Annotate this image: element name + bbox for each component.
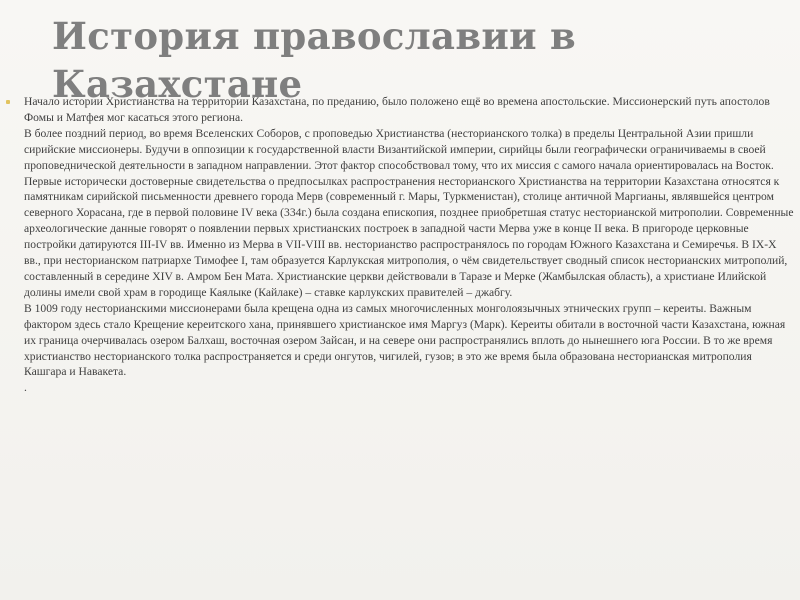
- slide-title: История православии в Казахстане: [52, 14, 577, 106]
- paragraph: Начало истории Христианства на территории Казахстана, по преданию, было положено ещё во времена апостольские. Миссионерский путь апостолов Фомы и Матфея мог касаться этого региона.: [24, 95, 770, 124]
- paragraph: В 1009 году несторианскими миссионерами была крещена одна из самых многочисленных монголоязычных этнических групп – кереиты. Важным фактором здесь стало Крещение кереитского хана, принявшего христианское имя Маргуз (Марк). Кереиты обитали в восточной части Казахстана, южная их граница очерчивалась озером Балхаш, восточная озером Зайсан, и на севере они распространялись вплоть до нынешнего юга России. В то же время христианство несторианского толка распространяется и среди онгутов, чигилей, гузов; в это же время была образована несторианская митрополия Кашгара и Навакета.: [24, 301, 786, 379]
- paragraph: В более поздний период, во время Вселенских Соборов, с проповедью Христианства (несторианского толка) в пределы Центральной Азии пришли сирийские миссионеры. Будучи в оппозиции к государственной власти Византийской империи, сирийцы были географически ограничиваемы в своей проповеднической деятельности в западном направлении. Этот фактор способствовал тому, что их миссия с самого начала ориентировалась на Восток.: [24, 126, 774, 172]
- bullet-marker: [6, 100, 10, 104]
- slide-body: [24, 94, 796, 396]
- paragraph: .: [24, 381, 27, 395]
- paragraph: Первые исторически достоверные свидетельства о предпосылках распространения несторианского Христианства на территории Казахстана относятся к памятникам сирийской письменности древнего города Мерв (современный г. Мары, Туркменистан), столице античной Маргианы, являвшейся центром северного Хорасана, где в первой половине IV века (334г.) была создана епископия, позднее приобретшая статус несторианской митрополии. Современные археологические данные говорят о появлении первых христианских построек в западной части Мерва уже в конце II века. В пригороде церковные постройки датируются III-IV вв. Именно из Мерва в VII-VIII вв. несторианство распространялось по городам Южного Казахстана и Семиречья. В IX-X вв., при несторианском патриархе Тимофее I, там образуется Карлукская митрополия, о чём свидетельствует сводный список несторианских митрополий, составленный в середине XIV в. Амром Бен Мата. Христианские церкви действовали в Таразе и Мерке (Жамбылская область), а христиане Илийской долины имели свой храм в городище Каялыке (Кайлаке) – ставке карлукских правителей – джабгу.: [24, 174, 794, 299]
